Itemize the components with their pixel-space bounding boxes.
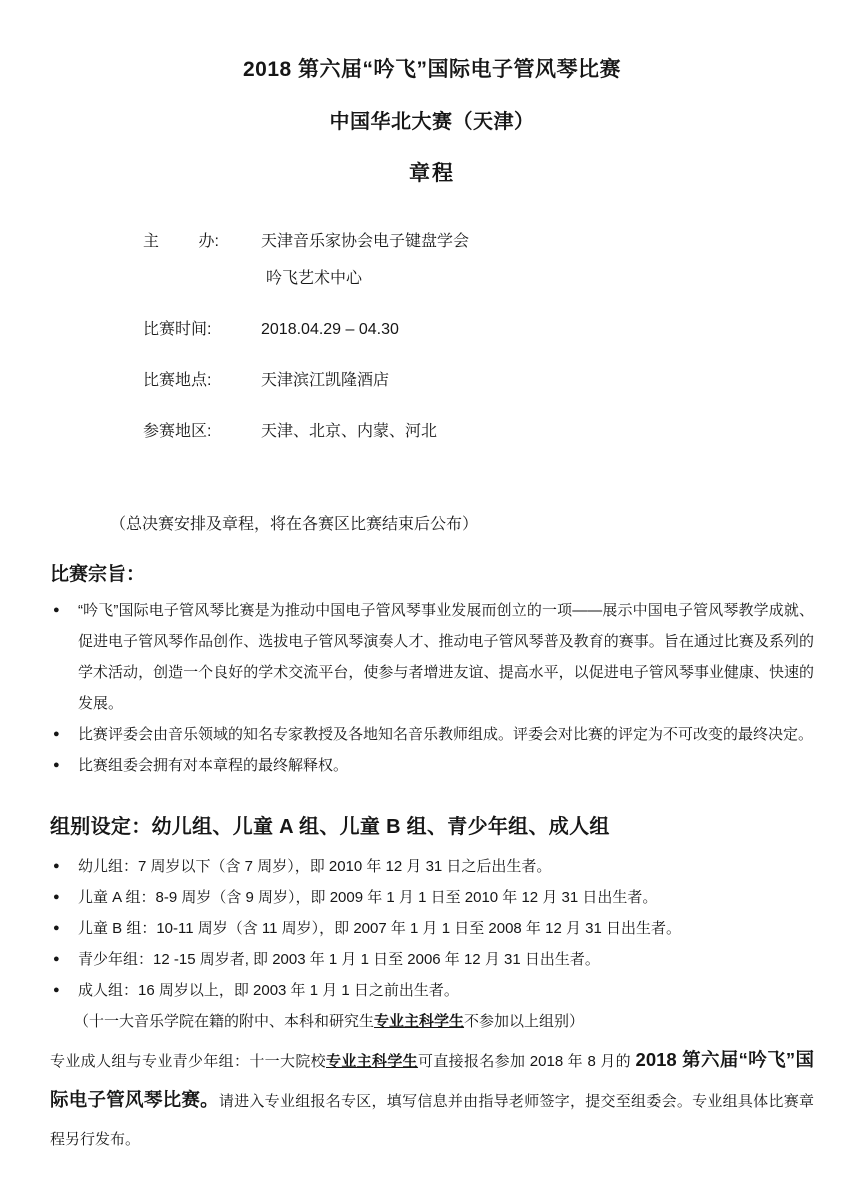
group-bullet-adult	[50, 975, 814, 1006]
info-row-date	[143, 318, 814, 342]
professional-emphasis: 专业主科学生	[325, 1053, 418, 1070]
info-value-venue: 天津滨江凯隆酒店	[261, 372, 390, 389]
bullet-icon: ●	[53, 922, 60, 934]
groups-note	[74, 1006, 814, 1037]
group-bullet-children-a-text: 儿童 A 组：8-9 周岁（含 9 周岁），即 2009 年 1 月 1 日至 2010 年 12 月 31 日出生者。	[78, 889, 658, 906]
group-bullet-preschool-text: 幼儿组：7 周岁以下（含 7 周岁），即 2010 年 12 月 31 日之后出生者。	[78, 858, 552, 875]
group-bullet-preschool	[50, 851, 814, 882]
professional-part1: 专业成人组与专业青少年组：十一大院校	[50, 1053, 326, 1070]
doc-title: 2018 第六届“吟飞”国际电子管风琴比赛	[242, 58, 622, 81]
info-block	[143, 230, 814, 444]
group-bullet-youth	[50, 944, 814, 975]
professional-part3: 请进入专业组报名专区，填写信息并由指导老师签字，提交至组委会。专业组具体比赛章程另行发布。	[50, 1093, 814, 1148]
groups-note-suffix: 不参加以上组别）	[464, 1013, 585, 1030]
doc-header	[50, 56, 814, 188]
info-row-venue	[143, 369, 814, 393]
info-label-host-char1: 主	[143, 233, 160, 250]
bullet-icon: ●	[53, 759, 60, 771]
group-bullet-adult-text: 成人组：16 周岁以上，即 2003 年 1 月 1 日之前出生者。	[78, 982, 459, 999]
purpose-bullet-1-text: “吟飞”国际电子管风琴比赛是为推动中国电子管风琴事业发展而创立的一项——展示中国电子管风琴教学成就、促进电子管风琴作品创作、选拔电子管风琴演奏人才、推动电子管风琴普及教育的赛事。旨在通过比赛及系列的学术活动，创造一个良好的学术交流平台，使参与者增进友谊、提高水平，以促进电子管风琴事业健康、快速的发展。	[78, 602, 814, 712]
info-label-regions: 参赛地区:	[143, 423, 212, 440]
bullet-icon: ●	[53, 891, 60, 903]
bullet-icon: ●	[53, 984, 60, 996]
info-row-regions	[143, 420, 814, 444]
groups-note-prefix: （十一大音乐学院在籍的附中、本科和研究生	[74, 1013, 375, 1030]
purpose-bullet-2-text: 比赛评委会由音乐领域的知名专家教授及各地知名音乐教师组成。评委会对比赛的评定为不可改变的最终决定。	[78, 726, 814, 743]
info-value-host	[261, 230, 814, 291]
purpose-heading: 比赛宗旨：	[50, 564, 146, 585]
professional-paragraph	[50, 1041, 814, 1159]
info-label-date: 比赛时间:	[143, 321, 212, 338]
info-value-regions: 天津、北京、内蒙、河北	[261, 423, 438, 440]
group-bullet-children-a	[50, 882, 814, 913]
bullet-icon: ●	[53, 728, 60, 740]
bullet-icon: ●	[53, 860, 60, 872]
host-organization-2: 吟飞艺术中心	[266, 270, 363, 287]
groups-list	[50, 851, 814, 1006]
groups-note-emphasis: 专业主科学生	[374, 1013, 465, 1030]
info-value-date: 2018.04.29 – 04.30	[261, 321, 399, 338]
info-label-host-justified	[143, 230, 219, 254]
bullet-icon: ●	[53, 604, 60, 616]
group-bullet-youth-text: 青少年组：12 -15 周岁者, 即 2003 年 1 月 1 日至 2006 年 12 月 31 日出生者。	[78, 951, 600, 968]
purpose-list	[50, 595, 814, 781]
purpose-bullet-3	[50, 750, 814, 781]
info-label-host	[143, 230, 261, 254]
purpose-bullet-1	[50, 595, 814, 719]
info-label-venue: 比赛地点:	[143, 372, 212, 389]
groups-heading: 组别设定：幼儿组、儿童 A 组、儿童 B 组、青少年组、成人组	[50, 816, 610, 838]
doc-subtitle: 中国华北大赛（天津）	[329, 111, 535, 133]
info-label-host-char2: 办:	[198, 233, 219, 250]
finals-note: （总决赛安排及章程，将在各赛区比赛结束后公布）	[110, 516, 479, 533]
purpose-bullet-3-text: 比赛组委会拥有对本章程的最终解释权。	[78, 757, 349, 774]
doc-section-title: 章程	[409, 162, 455, 185]
professional-competition-name: 2018 第六届“吟飞”国际电子管风琴比赛。	[50, 1049, 814, 1110]
info-row-host	[143, 230, 814, 291]
bullet-icon: ●	[53, 953, 60, 965]
professional-part2: 可直接报名参加 2018 年 8 月的	[417, 1053, 636, 1070]
purpose-bullet-2	[50, 719, 814, 750]
group-bullet-children-b-text: 儿童 B 组：10-11 周岁（含 11 周岁），即 2007 年 1 月 1 日至 2008 年 12 月 31 日出生者。	[78, 920, 681, 937]
host-organization-1: 天津音乐家协会电子键盘学会	[261, 233, 470, 250]
group-bullet-children-b	[50, 913, 814, 944]
